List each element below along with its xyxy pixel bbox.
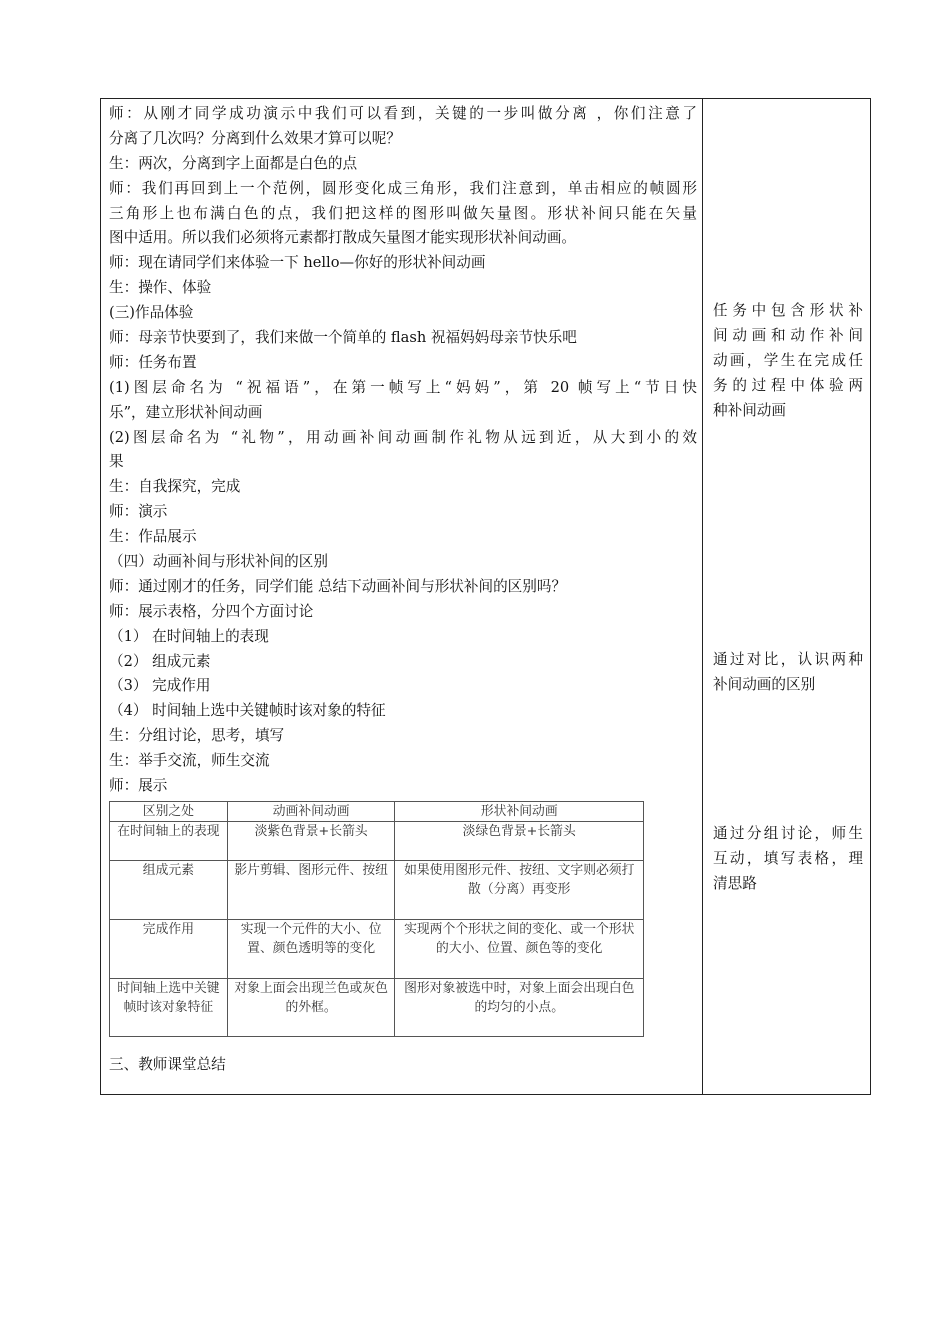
table-header-cell: 形状补间动画 [395, 801, 644, 821]
table-cell: 组成元素 [110, 860, 228, 919]
section-heading-summary: 三、教师课堂总结 [109, 1055, 226, 1073]
text-line: 师：从刚才同学成功演示中我们可以看到，关键的一步叫做分离 ，你们注意了 [109, 105, 697, 122]
text-line: 师：我们再回到上一个范例，圆形变化成三角形，我们注意到，单击相应的帧圆形 [109, 179, 697, 197]
note-line: 任务中包含形状补 [713, 302, 863, 319]
list-item: （1） 在时间轴上的表现 [109, 627, 269, 645]
table-cell: 影片剪辑、图形元件、按纽 [227, 860, 395, 919]
table-row [110, 860, 644, 919]
text-line: 果 [109, 453, 124, 471]
text-line: 师：通过刚才的任务，同学们能 总结下动画补间与形状补间的区别吗？ [109, 577, 567, 595]
table-cell: 完成作用 [110, 919, 228, 978]
text-line: 生：操作、体验 [109, 279, 212, 297]
column-divider [702, 98, 703, 1095]
note-line: 通过对比，认识两种 [713, 651, 863, 668]
table-header-row [110, 801, 644, 821]
text-line: 师：展示 [109, 777, 168, 795]
text-line: 乐”，建立形状补间动画 [109, 403, 263, 421]
text-line: 生：作品展示 [109, 528, 197, 546]
lesson-dialogue [109, 102, 697, 799]
table-cell: 图形对象被选中时，对象上面会出现白色的均匀的小点。 [395, 978, 644, 1036]
table-header-cell: 区别之处 [110, 801, 228, 821]
table-row [110, 919, 644, 978]
note-line: 种补间动画 [713, 401, 786, 419]
text-line: 师：母亲节快要到了，我们来做一个简单的 flash 祝福妈妈母亲节快乐吧 [109, 329, 577, 347]
table-header-cell: 动画补间动画 [227, 801, 395, 821]
table-cell: 实现两个个形状之间的变化、或一个形状的大小、位置、颜色等的变化 [395, 919, 644, 978]
note-line: 间动画和动作补间 [713, 326, 863, 344]
table-cell: 淡绿色背景+长箭头 [395, 821, 644, 860]
text-line: 分离了几次吗？分离到什么效果才算可以呢？ [109, 129, 401, 147]
text-line: 生：两次，分离到字上面都是白色的点 [109, 154, 358, 172]
text-line: 生：分组讨论，思考，填写 [109, 727, 285, 745]
text-line: 图中适用。所以我们必须将元素都打散成矢量图才能实现形状补间动画。 [109, 229, 577, 247]
section-heading: (三)作品体验 [109, 304, 194, 322]
note-line: 补间动画的区别 [713, 675, 816, 693]
list-item: （2） 组成元素 [109, 652, 211, 670]
text-line: 师：展示表格，分四个方面讨论 [109, 602, 314, 620]
table-row [110, 821, 644, 860]
text-line: (2)图层命名为 “礼物”，用动画补间动画制作礼物从远到近，从大到小的效 [109, 428, 697, 446]
text-line: 师：演示 [109, 503, 168, 521]
text-line: 生：举手交流，师生交流 [109, 752, 270, 770]
section-heading: （四）动画补间与形状补间的区别 [109, 553, 328, 571]
table-cell: 对象上面会出现兰色或灰色的外框。 [227, 978, 395, 1036]
table-cell: 在时间轴上的表现 [110, 821, 228, 860]
table-cell: 时间轴上选中关键帧时该对象特征 [110, 978, 228, 1036]
table-cell: 实现一个元件的大小、位置、颜色透明等的变化 [227, 919, 395, 978]
table-row [110, 978, 644, 1036]
design-note-2 [713, 648, 863, 698]
note-line: 务的过程中体验两 [713, 376, 863, 394]
text-line: (1)图层命名为 “祝福语”，在第一帧写上“妈妈”，第 20 帧写上“节日快 [109, 378, 697, 396]
text-line: 生：自我探究，完成 [109, 478, 241, 496]
text-line: 三角形上也布满白色的点，我们把这样的图形叫做矢量图。形状补间只能在矢量 [109, 204, 697, 222]
list-item: （4） 时间轴上选中关键帧时该对象的特征 [109, 702, 386, 720]
note-line: 清思路 [713, 874, 757, 892]
design-note-3 [713, 822, 863, 897]
list-item: （3） 完成作用 [109, 677, 211, 695]
note-line: 动画，学生在完成任 [713, 351, 863, 369]
design-note-1 [713, 299, 863, 423]
note-line: 互动，填写表格，理 [713, 849, 863, 867]
lesson-content-column [109, 102, 697, 1078]
text-line: 师：任务布置 [109, 353, 197, 371]
note-line: 通过分组讨论，师生 [713, 825, 863, 842]
text-line: 师：现在请同学们来体验一下 hello—你好的形状补间动画 [109, 254, 486, 272]
comparison-table [109, 801, 644, 1037]
table-cell: 如果使用图形元件、按纽、文字则必须打散（分离）再变形 [395, 860, 644, 919]
table-cell: 淡紫色背景+长箭头 [227, 821, 395, 860]
